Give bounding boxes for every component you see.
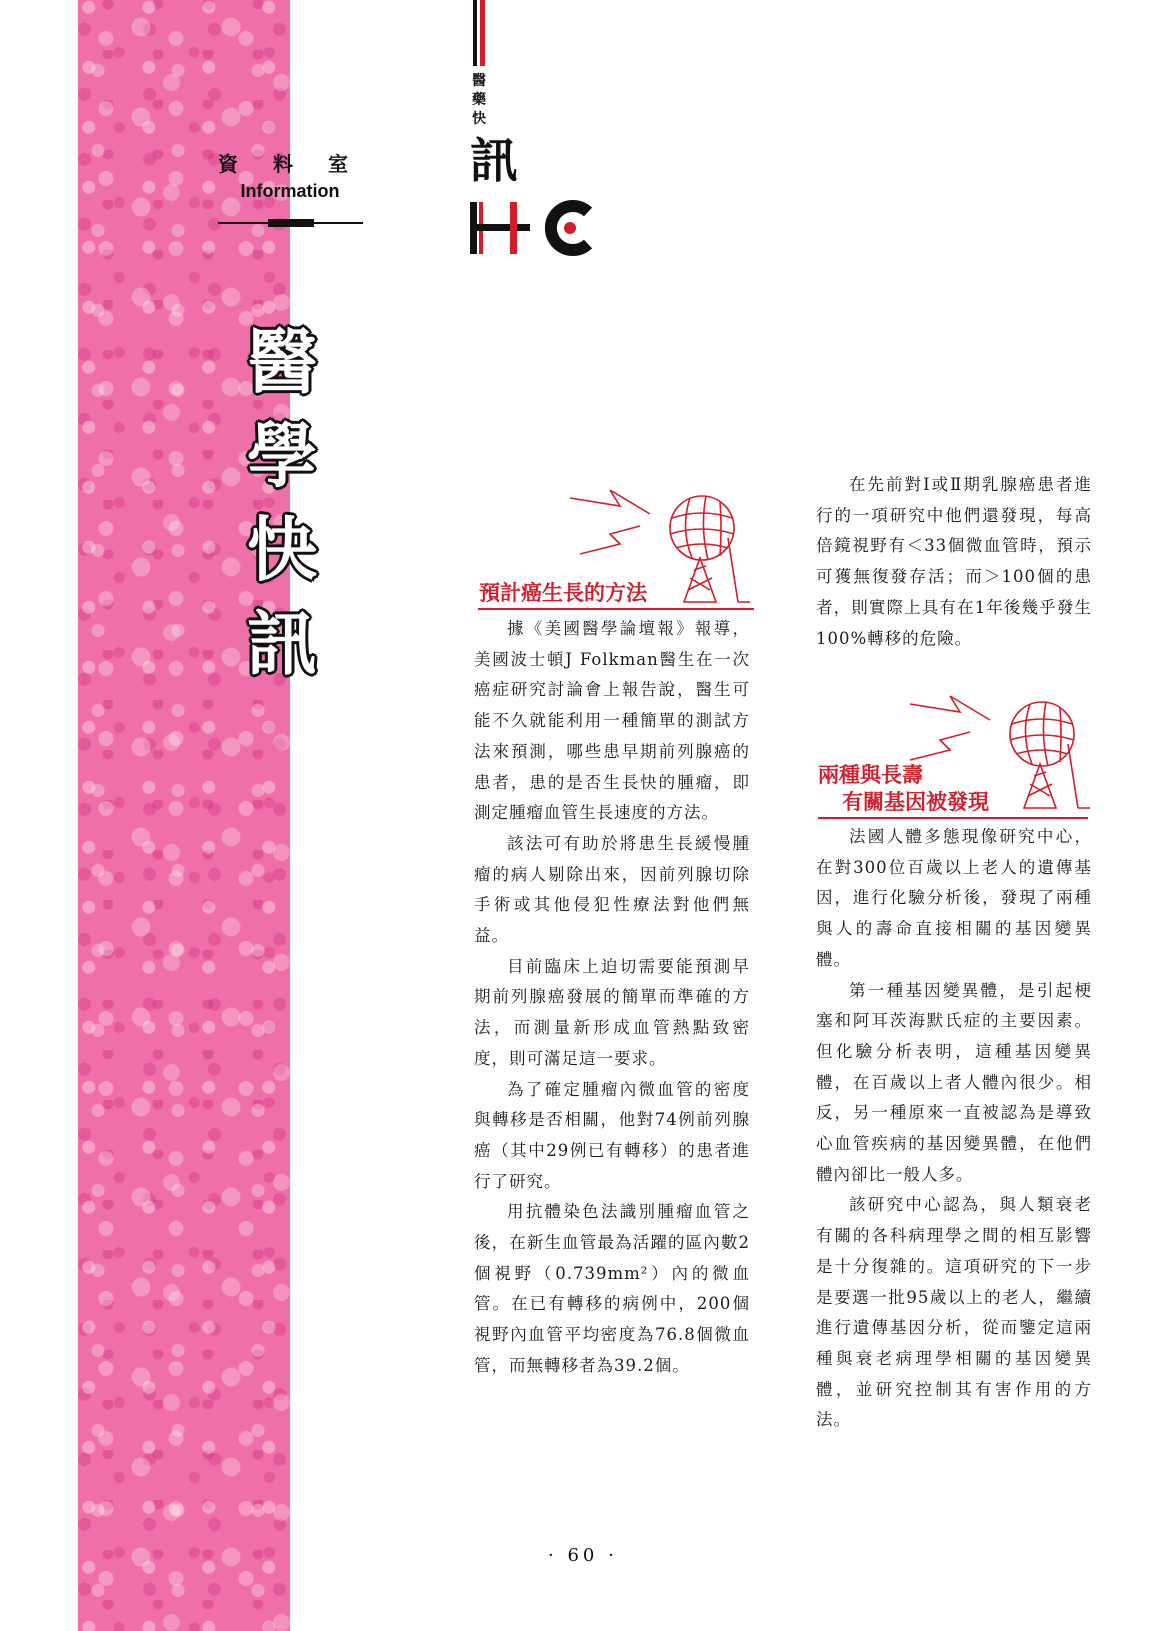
section-label-zh: 資 料 室 xyxy=(218,152,362,176)
page-title-char: 訊 xyxy=(247,603,317,685)
page-title-char: 學 xyxy=(247,415,317,497)
article2-paragraph: 法國人體多態現像研究中心，在對300位百歲以上老人的遺傳基因，進行化驗分析後，發現了兩種與人的壽命直接相關的基因變異體。 xyxy=(816,827,1092,969)
logo-bar-black xyxy=(473,0,477,66)
page-title xyxy=(240,315,324,691)
article1-heading: 預計癌生長的方法 xyxy=(479,581,647,605)
column-logo-char: 醫 xyxy=(472,73,486,89)
article1-body xyxy=(474,614,750,1382)
article2-heading-rule xyxy=(818,817,1088,819)
article2-body xyxy=(816,822,1092,1436)
hc-logo-icon xyxy=(470,200,600,256)
page-number: · 60 · xyxy=(548,1545,618,1566)
section-label xyxy=(215,148,365,202)
column-logo-text xyxy=(472,72,494,129)
column-logo-char: 快 xyxy=(472,111,486,127)
article1-paragraph: 該法可有助於將患生長緩慢腫瘤的病人剔除出來，因前列腺切除手術或其他侵犯性療法對他們無益。 xyxy=(474,833,750,946)
article2-paragraph: 該研究中心認為，與人類衰老有關的各科病理學之間的相互影響是十分復雜的。這項研究的下一步是要選一批95歲以上的老人，繼續進行遺傳基因分析，從而鑒定這兩種與衰老病理學相關的基因變異體，並研究控制其有害作用的方法。 xyxy=(816,1195,1092,1430)
page-title-char: 醫 xyxy=(247,321,317,403)
section-rule-accent xyxy=(268,219,314,227)
article1-paragraph: 在先前對Ⅰ或Ⅱ期乳腺癌患者進行的一項研究中他們還發現，每高倍鏡視野有＜33個微血管時，預示可獲無復發存活；而＞100個的患者，則實際上具有在1年後幾乎發生100%轉移的危險。 xyxy=(816,475,1092,648)
article2-paragraph: 第一種基因變異體，是引起梗塞和阿耳茨海默氏症的主要因素。但化驗分析表明，這種基因變異體，在百歲以上者人體內很少。相反，另一種原來一直被認為是導致心血管疾病的基因變異體，在他們體內卻比一般人多。 xyxy=(816,980,1092,1184)
pink-decorative-band xyxy=(78,0,290,1631)
logo-bar-red xyxy=(480,0,485,66)
column-logo-big-char: 訊 xyxy=(470,133,519,189)
column-logo-char: 藥 xyxy=(472,92,486,108)
article1-continued xyxy=(816,470,1092,654)
article1-paragraph: 為了確定腫瘤內微血管的密度與轉移是否相關，他對74例前列腺癌（其中29例已有轉移）的患者進行了研究。 xyxy=(474,1079,750,1191)
article1-paragraph: 用抗體染色法識別腫瘤血管之後，在新生血管最為活躍的區內數2個視野（0.739mm²）內的微血管。在已有轉移的病例中，200個視野內血管平均密度為76.8個微血管，而無轉移者為39.2個。 xyxy=(474,1202,750,1375)
page-title-char: 快 xyxy=(247,509,317,591)
article1-paragraph: 據《美國醫學論壇報》報導，美國波士頓J Folkman醫生在一次癌症研究討論會上報告說，醫生可能不久就能利用一種簡單的測試方法來預測，哪些患早期前列腺癌的患者，患的是否生長快的腫瘤，即測定腫瘤血管生長速度的方法。 xyxy=(474,619,750,823)
article1-heading-rule xyxy=(478,608,754,610)
section-label-en: Information xyxy=(240,181,340,201)
article1-paragraph: 目前臨床上迫切需要能預測早期前列腺癌發展的簡單而準確的方法，而測量新形成血管熱點致密度，則可滿足這一要求。 xyxy=(474,956,750,1068)
article2-heading-line2: 有關基因被發現 xyxy=(842,790,989,814)
article2-heading-line1: 兩種與長壽 xyxy=(818,763,923,787)
